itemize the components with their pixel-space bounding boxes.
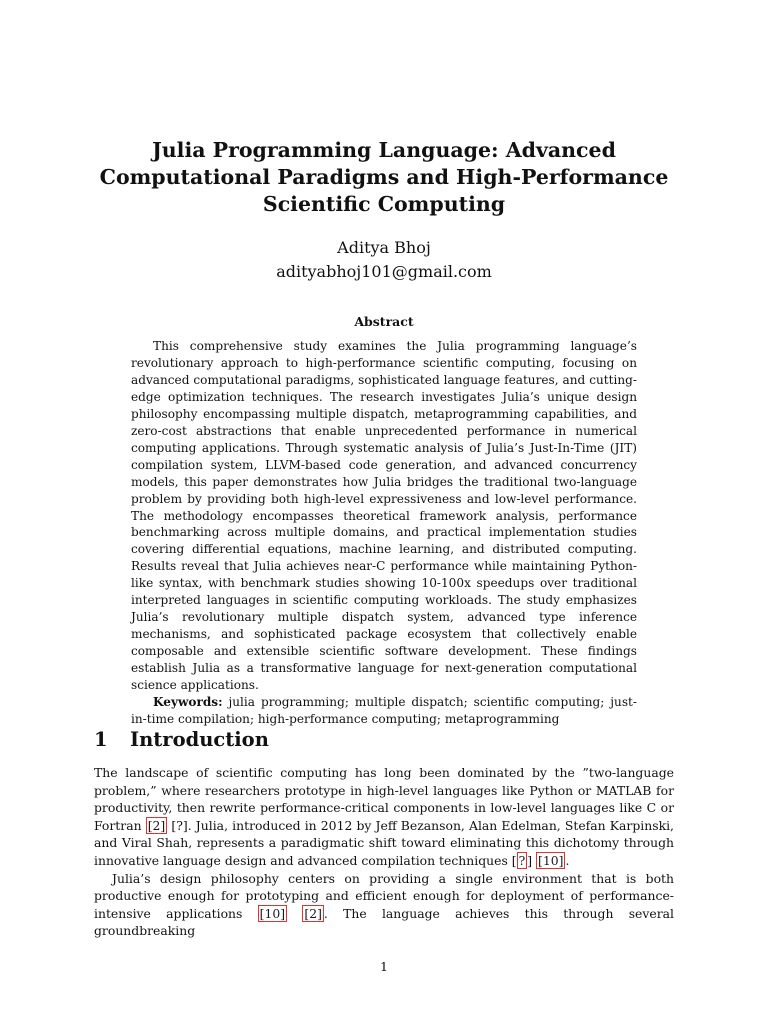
title-line-1: Julia Programming Language: Advanced: [152, 138, 616, 162]
section-heading: [94, 726, 269, 754]
body-text-run: [287, 906, 302, 921]
title-line-3: Scientific Computing: [262, 192, 506, 216]
body-text: [94, 764, 674, 940]
author-name: Aditya Bhoj: [337, 238, 431, 257]
citation-link[interactable]: [2]: [147, 817, 166, 833]
section-title: Introduction: [130, 728, 269, 751]
keywords-label: Keywords:: [153, 695, 223, 710]
body-text-run: ]: [527, 852, 537, 868]
author-email: adityabhoj101@gmail.com: [276, 262, 492, 281]
author-block: [0, 236, 768, 284]
keywords-line: [131, 694, 637, 728]
body-text-run: [?]. Julia, introduced in 2012 by Jeff Bezanson, Alan Edelman, Stefan Karpinski, and Viral Shah, represents a paradigmatic shift toward eliminating this dichotomy through innovative language design and advanced compilation techniques [: [94, 817, 674, 868]
body-text-run: Julia’s design philosophy centers on providing a single environment that is both productive enough for prototyping and efficient enough for deployment of performance-intensive applications: [94, 870, 674, 921]
citation-link[interactable]: [2]: [304, 905, 322, 921]
citation-link[interactable]: [10]: [259, 905, 286, 921]
citation-link[interactable]: [10]: [538, 852, 564, 868]
body-paragraph-2: [94, 870, 674, 940]
body-text-run: .: [565, 852, 570, 868]
section-number: 1: [94, 728, 108, 751]
keywords-text: julia programming; multiple dispatch; scientific computing; just-in-time compilation; high-performance computing; metaprogramming: [131, 695, 637, 726]
citation-link[interactable]: ?: [518, 852, 526, 868]
abstract-block: [131, 338, 637, 728]
abstract-heading: Abstract: [354, 314, 414, 329]
body-text-run: . The language achieves this through several groundbreaking: [94, 905, 674, 939]
title-line-2: Computational Paradigms and High-Performance: [99, 165, 669, 189]
body-paragraph-1: [94, 764, 674, 870]
body-text-run: The landscape of scientific computing has long been dominated by the ”two-language problem,” where researchers prototype in high-level languages like Python or MATLAB for productivity, then rewrite performance-critical components in low-level languages like C or Fortran: [94, 765, 674, 833]
abstract-text: This comprehensive study examines the Julia programming language’s revolutionary approach to high-performance scientific computing, focusing on advanced computational paradigms, sophisticated language features, and cutting-edge optimization techniques. The research investigates Julia’s unique design philosophy encompassing multiple dispatch, metaprogramming capabilities, and zero-cost abstractions that enable unprecedented performance in numerical computing applications. Through systematic analysis of Julia’s Just-In-Time (JIT) compilation system, LLVM-based code generation, and advanced concurrency models, this paper demonstrates how Julia bridges the traditional two-language problem by providing both high-level expressiveness and low-level performance. The methodology encompasses theoretical framework analysis, performance benchmarking across multiple domains, and practical implementation studies covering differential equations, machine learning, and distributed computing. Results reveal that Julia achieves near-C performance while maintaining Python-like syntax, with benchmark studies showing 10-100x speedups over traditional interpreted languages in scientific computing workloads. The study emphasizes Julia’s revolutionary multiple dispatch system, advanced type inference mechanisms, and sophisticated package ecosystem that collectively enable composable and extensible scientific software development. These findings establish Julia as a transformative language for next-generation computational science applications.: [131, 339, 637, 693]
paper-title: [60, 137, 708, 218]
page-number: 1: [380, 959, 388, 974]
